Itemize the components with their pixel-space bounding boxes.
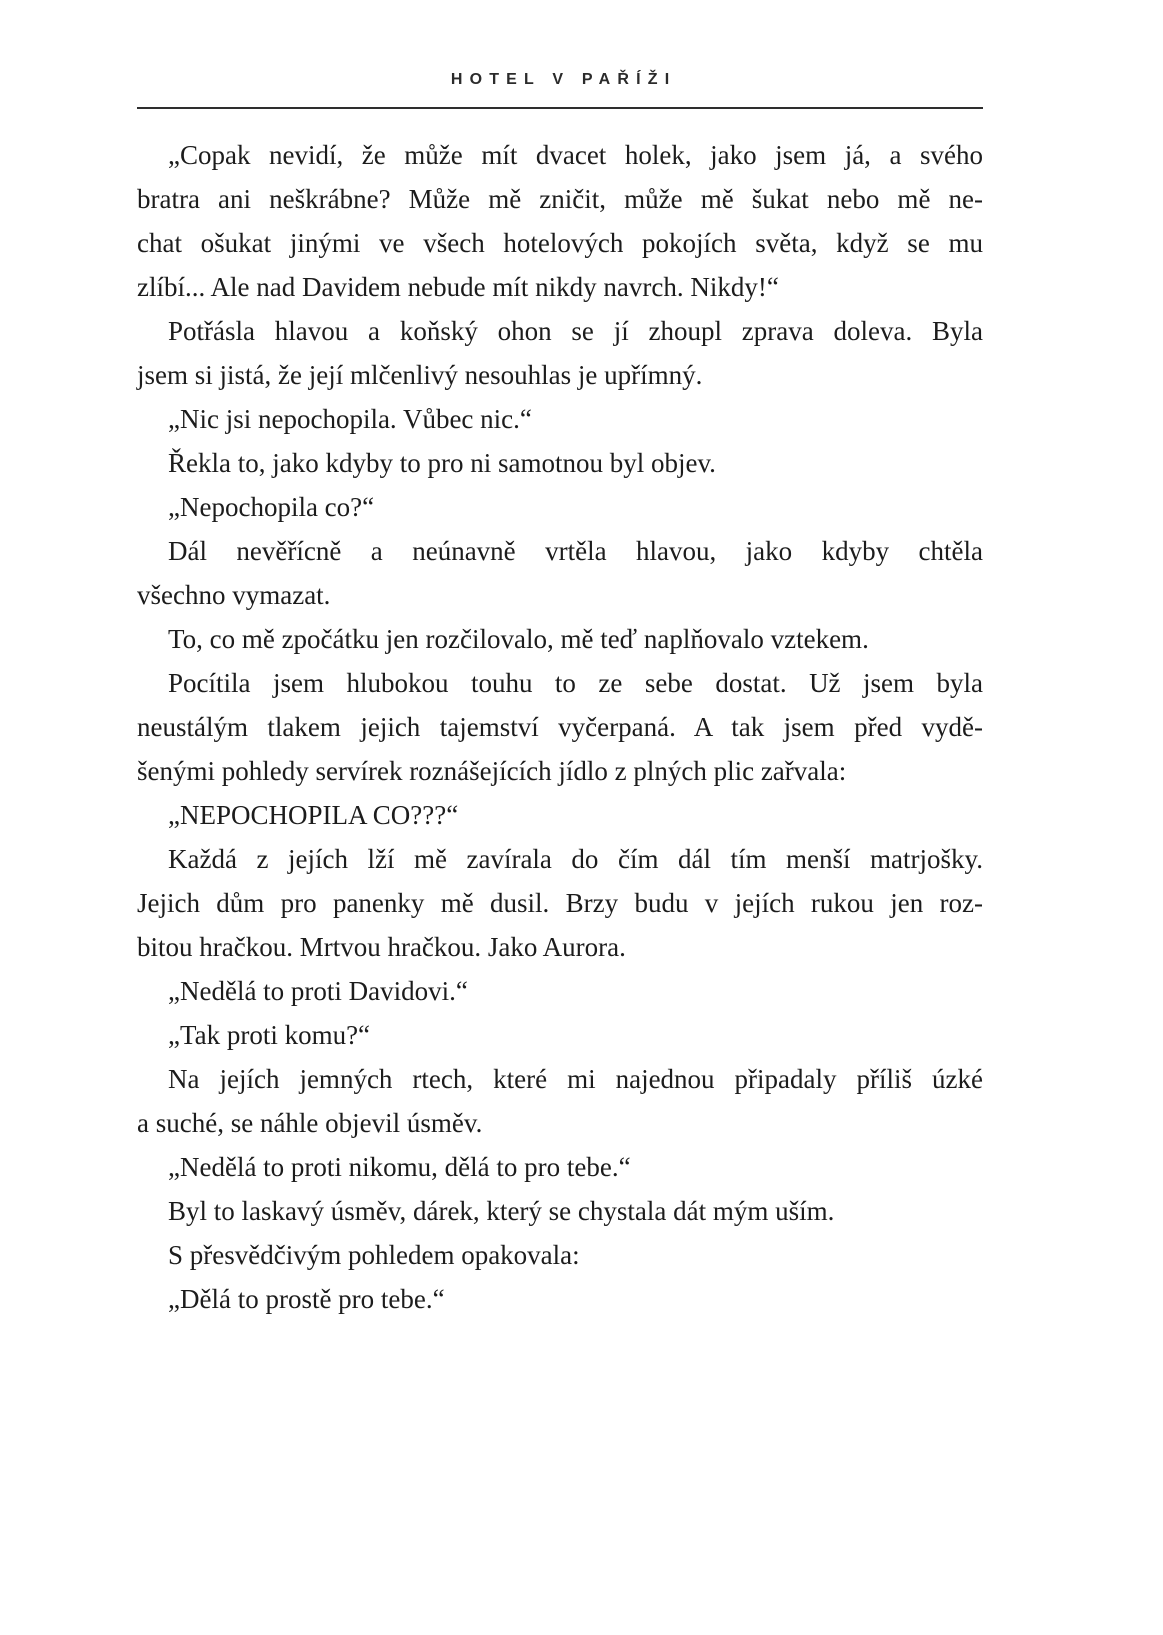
- paragraph: [137, 397, 983, 441]
- running-header: HOTEL V PAŘÍŽI: [450, 71, 677, 88]
- paragraph: [137, 485, 983, 529]
- paragraph: [137, 617, 983, 661]
- text-line: jsem si jistá, že její mlčenlivý nesouhlas je upřímný.: [137, 360, 703, 390]
- text-line: zlíbí... Ale nad Davidem nebude mít nikdy navrch. Nikdy!“: [137, 272, 779, 302]
- text-line: Jejich dům pro panenky mě dusil. Brzy budu v jejích rukou jen roz-: [137, 888, 983, 918]
- paragraph: [137, 793, 983, 837]
- text-line: „Copak nevidí, že může mít dvacet holek, jako jsem já, a svého: [168, 140, 983, 170]
- paragraph: [137, 837, 983, 969]
- text-line: „Nedělá to proti nikomu, dělá to pro tebe.“: [168, 1152, 631, 1182]
- text-line: „Tak proti komu?“: [168, 1020, 371, 1050]
- text-line: neustálým tlakem jejich tajemství vyčerpaná. A tak jsem před vydě-: [137, 712, 983, 742]
- text-line: S přesvědčivým pohledem opakovala:: [168, 1240, 580, 1270]
- page-body: [137, 133, 983, 1321]
- text-line: Řekla to, jako kdyby to pro ni samotnou byl objev.: [168, 448, 716, 478]
- paragraph: [137, 1233, 983, 1277]
- text-line: „NEPOCHOPILA CO???“: [168, 800, 459, 830]
- paragraph: [137, 1013, 983, 1057]
- text-line: „Dělá to prostě pro tebe.“: [168, 1284, 445, 1314]
- text-line: Dál nevěřícně a neúnavně vrtěla hlavou, jako kdyby chtěla: [168, 536, 983, 566]
- paragraph: [137, 661, 983, 793]
- paragraph: [137, 1189, 983, 1233]
- paragraph: [137, 969, 983, 1013]
- text-line: chat ošukat jinými ve všech hotelových pokojích světa, když se mu: [137, 228, 983, 258]
- paragraph: [137, 133, 983, 309]
- text-line: Každá z jejích lží mě zavírala do čím dál tím menší matrjošky.: [168, 844, 983, 874]
- text-line: To, co mě zpočátku jen rozčilovalo, mě teď naplňovalo vztekem.: [168, 624, 869, 654]
- text-line: bitou hračkou. Mrtvou hračkou. Jako Aurora.: [137, 932, 626, 962]
- header-rule: [137, 107, 983, 109]
- paragraph: [137, 309, 983, 397]
- text-line: Na jejích jemných rtech, které mi najednou připadaly příliš úzké: [168, 1064, 983, 1094]
- text-line: Pocítila jsem hlubokou touhu to ze sebe dostat. Už jsem byla: [168, 668, 983, 698]
- text-line: Potřásla hlavou a koňský ohon se jí zhoupl zprava doleva. Byla: [168, 316, 983, 346]
- paragraph: [137, 1057, 983, 1145]
- text-line: všechno vymazat.: [137, 580, 331, 610]
- text-line: „Nedělá to proti Davidovi.“: [168, 976, 468, 1006]
- paragraph: [137, 441, 983, 485]
- text-line: Byl to laskavý úsměv, dárek, který se chystala dát mým uším.: [168, 1196, 835, 1226]
- paragraph: [137, 529, 983, 617]
- paragraph: [137, 1145, 983, 1189]
- text-line: „Nic jsi nepochopila. Vůbec nic.“: [168, 404, 532, 434]
- text-line: šenými pohledy servírek roznášejících jídlo z plných plic zařvala:: [137, 756, 847, 786]
- text-line: bratra ani neškrábne? Může mě zničit, může mě šukat nebo mě ne-: [137, 184, 983, 214]
- text-line: „Nepochopila co?“: [168, 492, 375, 522]
- paragraph: [137, 1277, 983, 1321]
- text-line: a suché, se náhle objevil úsměv.: [137, 1108, 483, 1138]
